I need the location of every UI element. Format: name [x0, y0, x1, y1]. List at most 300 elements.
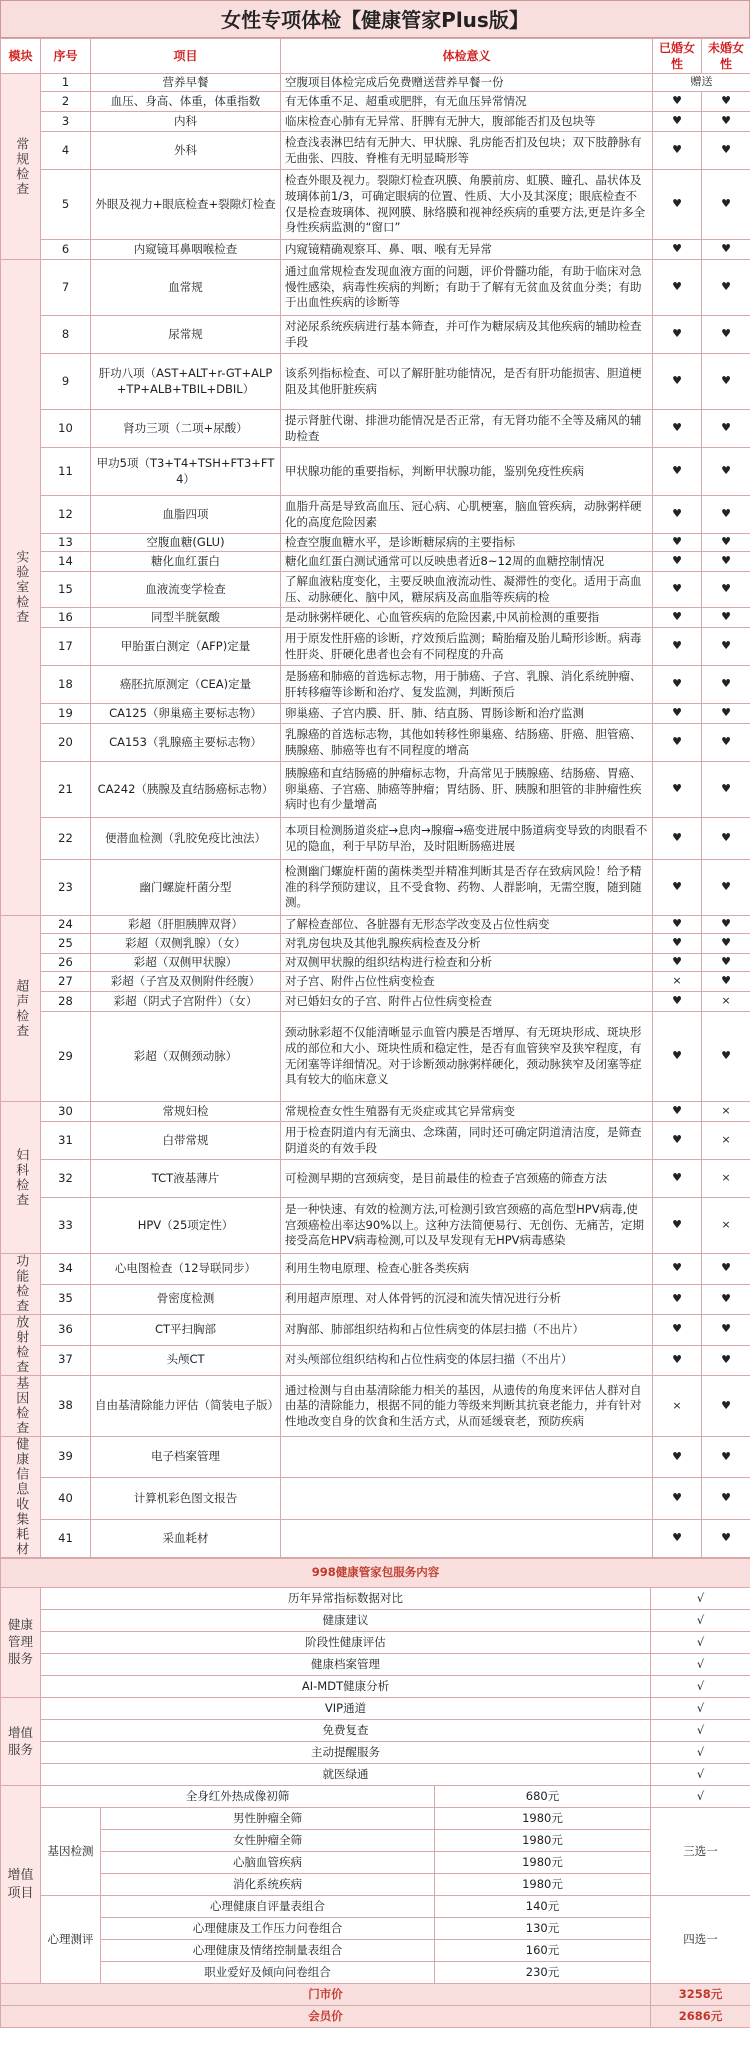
row-seq: 13: [41, 534, 91, 552]
service-item: 阶段性健康评估: [41, 1632, 651, 1654]
row-name: 糖化血红蛋白: [91, 552, 281, 572]
table-row: [1, 534, 750, 552]
row-name: 彩超（双侧乳腺）（女）: [91, 934, 281, 954]
row-married-mark: ♥: [653, 1160, 702, 1198]
service-row: [1, 1698, 750, 1720]
row-meaning: 胰腺癌和直结肠癌的肿瘤标志物，升高常见于胰腺癌、结肠癌、胃癌、卵巢癌、子宫癌、肺癌等肿瘤；胃结肠、肝、胰腺和胆管的非肿瘤性疾病时也有少量增高: [281, 762, 653, 818]
row-single-mark: ♥: [702, 818, 750, 860]
row-meaning: 了解血液粘度变化，主要反映血液流动性、凝滞性的变化。适用于高血压、动脉硬化、脑中风，糖尿病及高血脂等疾病的检: [281, 572, 653, 608]
table-row: [1, 1102, 750, 1122]
table-row: [1, 354, 750, 410]
increment-item: 心理健康自评量表组合: [101, 1896, 435, 1918]
row-single-mark: ♥: [702, 534, 750, 552]
module-cell: [1, 916, 41, 1102]
row-single-mark: ♥: [702, 1315, 750, 1346]
module-label: 常规检查: [13, 136, 29, 197]
row-name: 彩超（双侧颈动脉）: [91, 1012, 281, 1102]
increment-item: 心脑血管疾病: [101, 1852, 435, 1874]
row-single-mark: ♥: [702, 972, 750, 992]
row-single-mark: ♥: [702, 934, 750, 954]
row-single-mark: ♥: [702, 954, 750, 972]
row-name: 幽门螺旋杆菌分型: [91, 860, 281, 916]
service-item: VIP通道: [41, 1698, 651, 1720]
row-name: 采血耗材: [91, 1519, 281, 1557]
service-item: 历年异常指标数据对比: [41, 1588, 651, 1610]
row-meaning: [281, 1437, 653, 1478]
row-meaning: [281, 1478, 653, 1519]
row-seq: 6: [41, 240, 91, 260]
row-seq: 37: [41, 1345, 91, 1376]
row-name: 尿常规: [91, 316, 281, 354]
row-seq: 26: [41, 954, 91, 972]
row-meaning: 是一种快速、有效的检测方法,可检测引致宫颈癌的高危型HPV病毒,使宫颈癌检出率达90%以上。这种方法简便易行、无创伤、无痛苦，定期接受高危HPV病毒检测,可以及早发现有无HPV病毒感染: [281, 1198, 653, 1254]
table-row: [1, 260, 750, 316]
table-row: [1, 972, 750, 992]
table-row: [1, 1254, 750, 1285]
row-meaning: 血脂升高是导致高血压、冠心病、心肌梗塞，脑血管疾病，动脉粥样硬化的高度危险因素: [281, 496, 653, 534]
increment-row: [1, 1918, 750, 1940]
row-meaning: 该系列指标检查、可以了解肝脏功能情况，是否有肝功能损害、胆道梗阻及其他肝脏疾病: [281, 354, 653, 410]
row-seq: 4: [41, 132, 91, 170]
increment-section: 增值项目: [1, 1786, 41, 1984]
increment-item: 全身红外热成像初筛: [41, 1786, 435, 1808]
module-cell: [1, 74, 41, 260]
row-married-mark: ♥: [653, 666, 702, 704]
increment-item: 男性肿瘤全筛: [101, 1808, 435, 1830]
row-name: 甲功5项（T3+T4+TSH+FT3+FT4）: [91, 448, 281, 496]
row-seq: 31: [41, 1122, 91, 1160]
service-check: √: [651, 1764, 750, 1786]
table-row: [1, 818, 750, 860]
row-meaning: 是肠癌和肺癌的首选标志物，用于肺癌、子宫、乳腺、消化系统肿瘤、肝转移瘤等诊断和治疗、复发监测，判断预后: [281, 666, 653, 704]
row-meaning: 对胸部、肺部组织结构和占位性病变的体层扫描（不出片）: [281, 1315, 653, 1346]
row-seq: 22: [41, 818, 91, 860]
row-seq: 17: [41, 628, 91, 666]
service-section: 健康管理服务: [1, 1588, 41, 1698]
table-row: [1, 1519, 750, 1557]
row-married-mark: ♥: [653, 724, 702, 762]
row-seq: 36: [41, 1315, 91, 1346]
row-seq: 16: [41, 608, 91, 628]
row-name: 外眼及视力+眼底检查+裂隙灯检查: [91, 170, 281, 240]
row-seq: 18: [41, 666, 91, 704]
row-single-mark: ♥: [702, 704, 750, 724]
row-single-mark: ♥: [702, 608, 750, 628]
table-row: [1, 496, 750, 534]
service-item: 健康建议: [41, 1610, 651, 1632]
row-name: 电子档案管理: [91, 1437, 281, 1478]
table-row: [1, 240, 750, 260]
row-name: 骨密度检测: [91, 1284, 281, 1315]
increment-row: [1, 1962, 750, 1984]
module-label: 妇科检查: [13, 1147, 29, 1208]
table-row: [1, 762, 750, 818]
row-married-mark: ♥: [653, 260, 702, 316]
row-married-mark: ♥: [653, 1315, 702, 1346]
service-check: √: [651, 1698, 750, 1720]
row-meaning: 对子宫、附件占位性病变检查: [281, 972, 653, 992]
increment-group: 基因检测: [41, 1808, 101, 1896]
row-single-mark: ♥: [702, 762, 750, 818]
row-seq: 35: [41, 1284, 91, 1315]
row-meaning: 临床检查心肺有无异常、肝脾有无肿大，腹部能否扪及包块等: [281, 112, 653, 132]
service-check: √: [651, 1588, 750, 1610]
increment-price: 130元: [435, 1918, 651, 1940]
row-married-mark: ♥: [653, 1122, 702, 1160]
row-seq: 19: [41, 704, 91, 724]
package-title: 998健康管家包服务内容: [1, 1559, 750, 1588]
row-married-mark: ♥: [653, 992, 702, 1012]
row-name: 甲胎蛋白测定（AFP)定量: [91, 628, 281, 666]
module-cell: [1, 1437, 41, 1558]
service-check: √: [651, 1632, 750, 1654]
table-row: [1, 448, 750, 496]
row-seq: 32: [41, 1160, 91, 1198]
increment-price: 140元: [435, 1896, 651, 1918]
package-body: [1, 1559, 750, 2028]
row-seq: 20: [41, 724, 91, 762]
row-name: CA153（乳腺癌主要标志物）: [91, 724, 281, 762]
row-meaning: 空腹项目体检完成后免费赠送营养早餐一份: [281, 74, 653, 92]
service-check: √: [651, 1742, 750, 1764]
row-married-mark: ♥: [653, 496, 702, 534]
row-seq: 3: [41, 112, 91, 132]
service-row: [1, 1588, 750, 1610]
row-meaning: 检测幽门螺旋杆菌的菌株类型并精准判断其是否存在致病风险！给予精准的科学预防建议，且不受食物、药物、人群影响，无需空腹，随到随测。: [281, 860, 653, 916]
row-meaning: 利用超声原理、对人体骨钙的沉浸和流失情况进行分析: [281, 1284, 653, 1315]
table-row: [1, 992, 750, 1012]
row-meaning: 通过血常规检查发现血液方面的问题，评价骨髓功能，有助于临床对急慢性感染，病毒性疾病的判断；有助于了解有无贫血及贫血分类；有助于出血性疾病的诊断等: [281, 260, 653, 316]
row-name: 空腹血糖(GLU): [91, 534, 281, 552]
module-cell: [1, 1102, 41, 1254]
row-married-mark: ♥: [653, 1198, 702, 1254]
row-name: TCT液基薄片: [91, 1160, 281, 1198]
row-seq: 12: [41, 496, 91, 534]
table-row: [1, 1345, 750, 1376]
service-row: [1, 1676, 750, 1698]
row-meaning: 甲状腺功能的重要指标，判断甲状腺功能，鉴别免疫性疾病: [281, 448, 653, 496]
increment-price: 160元: [435, 1940, 651, 1962]
table-row: [1, 1315, 750, 1346]
store-price-label: 门市价: [1, 1984, 651, 2006]
table-row: [1, 552, 750, 572]
row-name: 便潜血检测（乳胶免疫比浊法）: [91, 818, 281, 860]
row-name: 营养早餐: [91, 74, 281, 92]
row-married-mark: ♥: [653, 1345, 702, 1376]
row-seq: 1: [41, 74, 91, 92]
row-single-mark: ♥: [702, 132, 750, 170]
table-row: [1, 1284, 750, 1315]
row-name: 内窥镜耳鼻咽喉检查: [91, 240, 281, 260]
row-name: 计算机彩色图文报告: [91, 1478, 281, 1519]
increment-price: 1980元: [435, 1830, 651, 1852]
row-single-mark: ♥: [702, 354, 750, 410]
row-single-mark: ♥: [702, 1437, 750, 1478]
row-seq: 21: [41, 762, 91, 818]
row-married-mark: ♥: [653, 410, 702, 448]
row-married-mark: ♥: [653, 934, 702, 954]
increment-check: √: [651, 1786, 750, 1808]
row-married-mark: ♥: [653, 316, 702, 354]
table-row: [1, 1012, 750, 1102]
table-row: [1, 170, 750, 240]
row-single-mark: ♥: [702, 1012, 750, 1102]
row-meaning: 检查浅表淋巴结有无肿大、甲状腺、乳房能否扪及包块；双下肢静脉有无曲张、四肢、脊椎有无明显畸形等: [281, 132, 653, 170]
table-row: [1, 860, 750, 916]
table-row: [1, 132, 750, 170]
row-meaning: 是动脉粥样硬化、心血管疾病的危险因素,中风前检测的重要指: [281, 608, 653, 628]
increment-item: 女性肿瘤全筛: [101, 1830, 435, 1852]
row-name: 头颅CT: [91, 1345, 281, 1376]
row-name: 常规妇检: [91, 1102, 281, 1122]
header-module: 模块: [1, 39, 41, 74]
row-meaning: [281, 1519, 653, 1557]
row-name: 血液流变学检查: [91, 572, 281, 608]
increment-row: [1, 1808, 750, 1830]
service-check: √: [651, 1654, 750, 1676]
increment-row: [1, 1786, 750, 1808]
row-married-mark: ♥: [653, 132, 702, 170]
row-meaning: 常规检查女性生殖器有无炎症或其它异常病变: [281, 1102, 653, 1122]
row-name: 血常规: [91, 260, 281, 316]
row-meaning: 有无体重不足、超重或肥胖，有无血压异常情况: [281, 92, 653, 112]
table-header: [1, 39, 750, 74]
row-meaning: 本项目检测肠道炎症→息肉→腺瘤→癌变进展中肠道病变导致的肉眼看不见的隐血，利于早防早治，及时阻断肠癌进展: [281, 818, 653, 860]
increment-row: [1, 1874, 750, 1896]
service-item: 免费复查: [41, 1720, 651, 1742]
row-married-mark: ♥: [653, 860, 702, 916]
row-single-mark: ♥: [702, 240, 750, 260]
row-meaning: 用于原发性肝癌的诊断，疗效预后监测；畸胎瘤及胎儿畸形诊断。病毒性肝炎、肝硬化患者也会有不同程度的升高: [281, 628, 653, 666]
table-row: [1, 666, 750, 704]
table-row: [1, 316, 750, 354]
increment-group: 心理测评: [41, 1896, 101, 1984]
row-married-mark: ♥: [653, 704, 702, 724]
row-name: 癌胚抗原测定（CEA)定量: [91, 666, 281, 704]
row-meaning: 对双侧甲状腺的组织结构进行检查和分析: [281, 954, 653, 972]
row-name: CT平扫胸部: [91, 1315, 281, 1346]
increment-choose: 三选一: [651, 1808, 750, 1896]
row-single-mark: ♥: [702, 552, 750, 572]
member-price-value: 2686元: [651, 2006, 750, 2028]
row-name: 自由基清除能力评估（简装电子版）: [91, 1376, 281, 1437]
module-cell: [1, 1376, 41, 1437]
row-name: 彩超（阴式子宫附件）（女）: [91, 992, 281, 1012]
row-married-mark: ♥: [653, 608, 702, 628]
module-label: 基因检查: [13, 1376, 29, 1436]
row-meaning: 对乳房包块及其他乳腺疾病检查及分析: [281, 934, 653, 954]
table-row: [1, 572, 750, 608]
row-married-mark: ×: [653, 1376, 702, 1437]
row-single-mark: ♥: [702, 916, 750, 934]
row-meaning: 对头颅部位组织结构和占位性病变的体层扫描（不出片）: [281, 1345, 653, 1376]
service-item: 主动提醒服务: [41, 1742, 651, 1764]
row-name: 血脂四项: [91, 496, 281, 534]
increment-item: 心理健康及工作压力问卷组合: [101, 1918, 435, 1940]
row-meaning: 检查外眼及视力。裂隙灯检查巩膜、角膜前房、虹膜、瞳孔、晶状体及玻璃体前1/3，可确定眼病的位置、性质、大小及其深度；眼底检查不仅是检查玻璃体、视网膜、脉络膜和视神经疾病的重要方法,更是许多全身性疾病监测的“窗口”: [281, 170, 653, 240]
table-row: [1, 92, 750, 112]
row-seq: 23: [41, 860, 91, 916]
service-item: 健康档案管理: [41, 1654, 651, 1676]
row-single-mark: ♥: [702, 112, 750, 132]
package-title-row: [1, 1559, 750, 1588]
service-item: AI-MDT健康分析: [41, 1676, 651, 1698]
row-seq: 9: [41, 354, 91, 410]
service-row: [1, 1764, 750, 1786]
row-single-mark: ×: [702, 1102, 750, 1122]
row-married-mark: ♥: [653, 1254, 702, 1285]
row-name: CA242（胰腺及直结肠癌标志物）: [91, 762, 281, 818]
row-meaning: 检查空腹血糖水平，是诊断糖尿病的主要指标: [281, 534, 653, 552]
row-married-mark: ♥: [653, 572, 702, 608]
row-single-mark: ♥: [702, 170, 750, 240]
table-row: [1, 410, 750, 448]
increment-price: 1980元: [435, 1874, 651, 1896]
row-name: 彩超（子宫及双侧附件经腹）: [91, 972, 281, 992]
increment-price: 680元: [435, 1786, 651, 1808]
row-seq: 8: [41, 316, 91, 354]
table-row: [1, 724, 750, 762]
row-name: 心电图检查（12导联同步）: [91, 1254, 281, 1285]
row-married-mark: ♥: [653, 170, 702, 240]
row-name: 肝功八项（AST+ALT+r-GT+ALP+TP+ALB+TBIL+DBIL）: [91, 354, 281, 410]
row-meaning: 对已婚妇女的子宫、附件占位性病变检查: [281, 992, 653, 1012]
row-meaning: 用于检查阴道内有无滴虫、念珠菌，同时还可确定阴道清洁度，是筛查阴道炎的有效手段: [281, 1122, 653, 1160]
module-label: 功能检查: [13, 1254, 29, 1314]
row-married-mark: ♥: [653, 762, 702, 818]
module-label: 实验室检查: [13, 550, 29, 625]
table-row: [1, 704, 750, 724]
service-check: √: [651, 1610, 750, 1632]
row-married-mark: ♥: [653, 916, 702, 934]
row-single-mark: ♥: [702, 1376, 750, 1437]
row-single-mark: ×: [702, 1198, 750, 1254]
row-married-mark: ♥: [653, 818, 702, 860]
row-meaning: 内窥镜精确观察耳、鼻、咽、喉有无异常: [281, 240, 653, 260]
row-name: 肾功三项（二项+尿酸）: [91, 410, 281, 448]
table-row: [1, 608, 750, 628]
row-married-mark: ♥: [653, 628, 702, 666]
increment-row: [1, 1830, 750, 1852]
row-seq: 30: [41, 1102, 91, 1122]
row-seq: 33: [41, 1198, 91, 1254]
row-married-mark: ♥: [653, 354, 702, 410]
row-seq: 40: [41, 1478, 91, 1519]
row-single-mark: ♥: [702, 316, 750, 354]
header-married: 已婚女性: [653, 39, 702, 74]
row-seq: 10: [41, 410, 91, 448]
row-married-mark: ♥: [653, 112, 702, 132]
row-gift: 赠送: [653, 74, 750, 92]
exam-body: [1, 74, 750, 1558]
member-price-label: 会员价: [1, 2006, 651, 2028]
increment-row: [1, 1896, 750, 1918]
service-row: [1, 1632, 750, 1654]
table-row: [1, 916, 750, 934]
module-label: 超声检查: [13, 978, 29, 1039]
row-single-mark: ♥: [702, 410, 750, 448]
row-meaning: 利用生物电原理、检查心脏各类疾病: [281, 1254, 653, 1285]
row-single-mark: ×: [702, 1122, 750, 1160]
row-single-mark: ♥: [702, 860, 750, 916]
row-seq: 14: [41, 552, 91, 572]
service-row: [1, 1742, 750, 1764]
row-name: 内科: [91, 112, 281, 132]
row-married-mark: ×: [653, 972, 702, 992]
row-name: 外科: [91, 132, 281, 170]
row-single-mark: ×: [702, 992, 750, 1012]
page-title: 女性专项体检【健康管家Plus版】: [0, 0, 750, 38]
row-seq: 28: [41, 992, 91, 1012]
row-single-mark: ♥: [702, 448, 750, 496]
row-single-mark: ♥: [702, 628, 750, 666]
module-cell: [1, 1315, 41, 1376]
row-seq: 15: [41, 572, 91, 608]
row-seq: 25: [41, 934, 91, 954]
table-row: [1, 628, 750, 666]
service-section: 增值服务: [1, 1698, 41, 1786]
table-row: [1, 112, 750, 132]
increment-price: 230元: [435, 1962, 651, 1984]
header-seq: 序号: [41, 39, 91, 74]
table-row: [1, 1478, 750, 1519]
row-married-mark: ♥: [653, 240, 702, 260]
increment-item: 心理健康及情绪控制量表组合: [101, 1940, 435, 1962]
row-meaning: 可检测早期的宫颈病变，是目前最佳的检查子宫颈癌的筛查方法: [281, 1160, 653, 1198]
service-check: √: [651, 1676, 750, 1698]
row-married-mark: ♥: [653, 92, 702, 112]
row-seq: 29: [41, 1012, 91, 1102]
row-single-mark: ♥: [702, 260, 750, 316]
row-married-mark: ♥: [653, 534, 702, 552]
service-row: [1, 1720, 750, 1742]
row-name: 白带常规: [91, 1122, 281, 1160]
row-married-mark: ♥: [653, 954, 702, 972]
row-single-mark: ×: [702, 1160, 750, 1198]
table-row: [1, 934, 750, 954]
row-meaning: 通过检测与自由基清除能力相关的基因，从遗传的角度来评估人群对自由基的清除能力，根据不同的能力等级来判断其抗衰老能力，并有针对性地改变自身的饮食和生活方式，从而延缓衰老，预防疾病: [281, 1376, 653, 1437]
row-meaning: 了解检查部位、各脏器有无形态学改变及占位性病变: [281, 916, 653, 934]
row-seq: 11: [41, 448, 91, 496]
row-seq: 2: [41, 92, 91, 112]
module-label: 放射检查: [13, 1315, 29, 1375]
row-single-mark: ♥: [702, 572, 750, 608]
row-meaning: 卵巢癌、子宫内膜、肝、肺、结直肠、胃肠诊断和治疗监测: [281, 704, 653, 724]
row-seq: 24: [41, 916, 91, 934]
row-name: HPV（25项定性）: [91, 1198, 281, 1254]
service-item: 就医绿通: [41, 1764, 651, 1786]
row-name: 同型半胱氨酸: [91, 608, 281, 628]
table-row: [1, 1437, 750, 1478]
row-seq: 38: [41, 1376, 91, 1437]
module-label: 健康信息收集耗材: [13, 1437, 29, 1557]
row-seq: 39: [41, 1437, 91, 1478]
increment-choose: 四选一: [651, 1896, 750, 1984]
module-cell: [1, 260, 41, 916]
row-married-mark: ♥: [653, 1102, 702, 1122]
row-single-mark: ♥: [702, 1254, 750, 1285]
increment-item: 消化系统疾病: [101, 1874, 435, 1896]
increment-price: 1980元: [435, 1808, 651, 1830]
row-married-mark: ♥: [653, 1478, 702, 1519]
row-married-mark: ♥: [653, 1519, 702, 1557]
store-price-value: 3258元: [651, 1984, 750, 2006]
row-name: 彩超（肝胆胰脾双肾）: [91, 916, 281, 934]
row-married-mark: ♥: [653, 448, 702, 496]
row-single-mark: ♥: [702, 666, 750, 704]
row-single-mark: ♥: [702, 1478, 750, 1519]
row-single-mark: ♥: [702, 496, 750, 534]
